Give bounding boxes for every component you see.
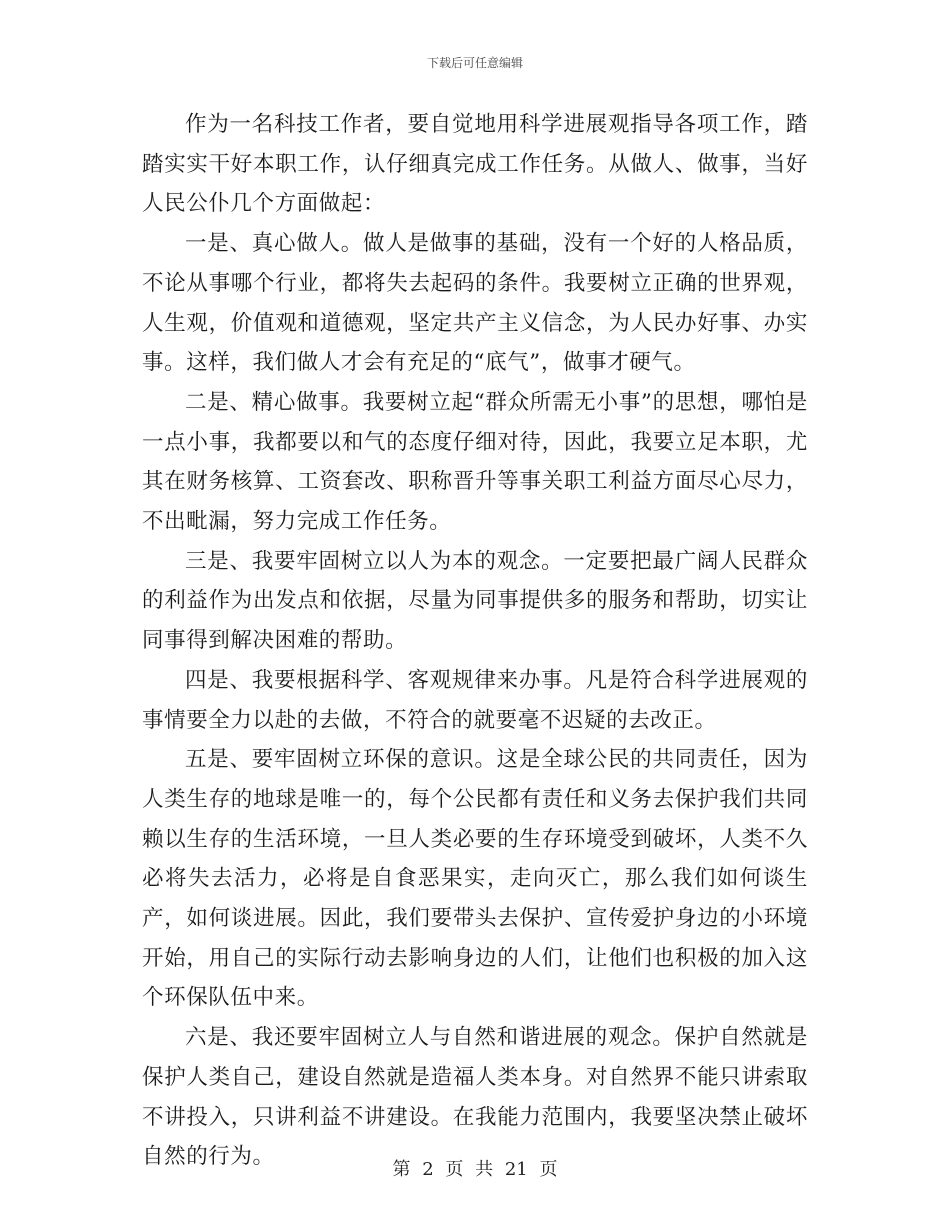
paragraph-point-2: 二是、精心做事。我要树立起“群众所需无小事”的思想，哪怕是一点小事，我都要以和气的态度仔细对待，因此，我要立足本职，尤其在财务核算、工资套改、职称晋升等事关职工利益方面尽心尽力，不出毗漏，努力完成工作任务。 xyxy=(142,389,808,535)
paragraph-point-1: 一是、真心做人。做人是做事的基础，没有一个好的人格品质，不论从事哪个行业，都将失去起码的条件。我要树立正确的世界观，人生观，价值观和道德观，坚定共产主义信念，为人民办好事、办实事。这样，我们做人才会有充足的“底气”，做事才硬气。 xyxy=(142,231,808,376)
paragraph-point-4: 四是、我要根据科学、客观规律来办事。凡是符合科学进展观的事情要全力以赴的去做，不符合的就要毫不迟疑的去改正。 xyxy=(142,667,808,733)
paragraph-point-3: 三是、我要牢固树立以人为本的观念。一定要把最广阔人民群众的利益作为出发点和依据，尽量为同事提供多的服务和帮助，切实让同事得到解决困难的帮助。 xyxy=(142,548,808,654)
paragraph-point-5: 五是、要牢固树立环保的意识。这是全球公民的共同责任，因为人类生存的地球是唯一的，每个公民都有责任和义务去保护我们共同赖以生存的生活环境，一旦人类必要的生存环境受到破坏，人类不久必将失去活力，必将是自食恶果实，走向灭亡，那么我们如何谈生产，如何谈进展。因此，我们要带头去保护、宣传爱护身边的小环境开始，用自己的实际行动去影响身边的人们，让他们也积极的加入这个环保队伍中来。 xyxy=(142,747,808,1011)
page-header: 下载后可任意编辑 xyxy=(426,56,523,70)
paragraph-point-6: 六是、我还要牢固树立人与自然和谐进展的观念。保护自然就是保护人类自己，建设自然就是造福人类本身。对自然界不能只讲索取不讲投入，只讲利益不讲建设。在我能力范围内，我要坚决禁止破坏自然的行为。 xyxy=(142,1025,808,1170)
paragraph-intro: 作为一名科技工作者，要自觉地用科学进展观指导各项工作，踏踏实实干好本职工作，认仔细真完成工作任务。从做人、做事，当好人民公仆几个方面做起： xyxy=(142,112,808,217)
page-number: 第 2 页 共 21 页 xyxy=(392,1159,558,1180)
document-body xyxy=(142,105,808,1177)
